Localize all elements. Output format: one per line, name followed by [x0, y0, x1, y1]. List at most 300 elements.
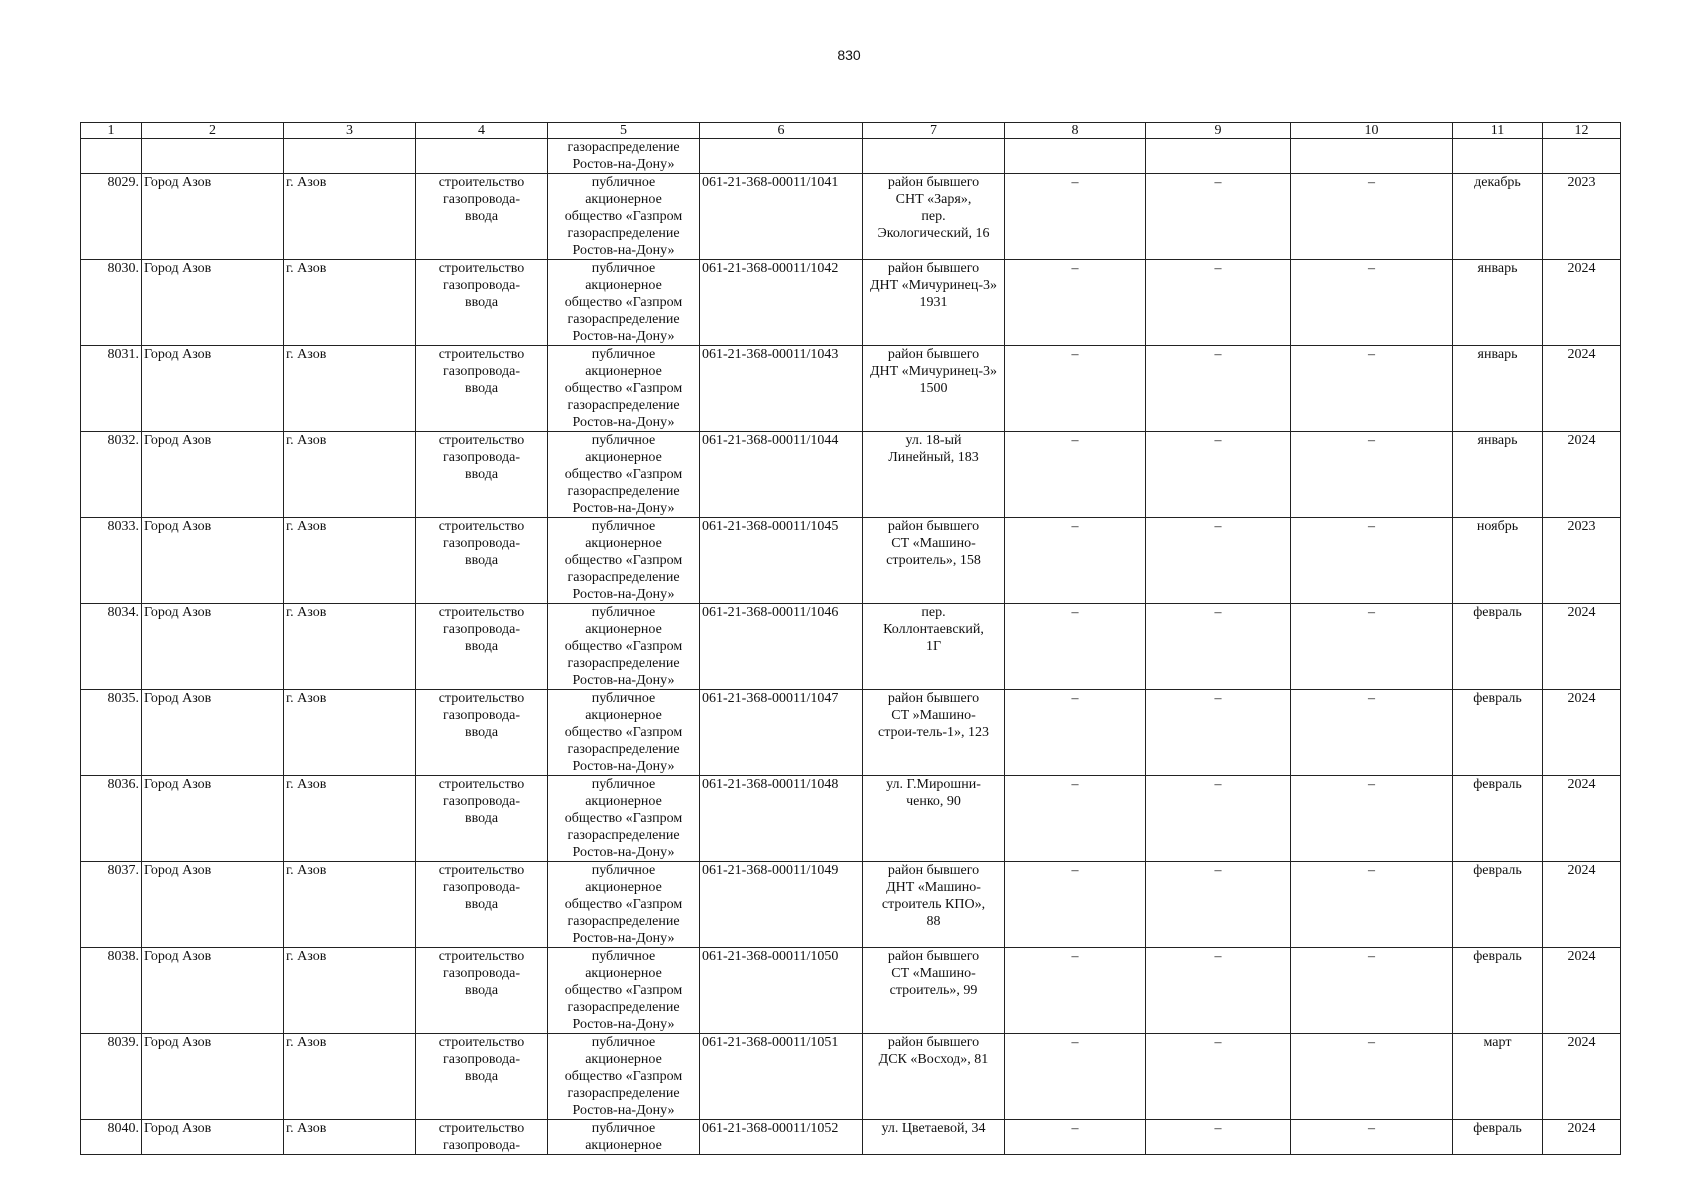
object-code-cell: 061-21-368-00011/1050 — [700, 948, 863, 1034]
cell-line: публичное — [591, 1121, 656, 1136]
cell-line: газораспределение — [567, 742, 680, 757]
settlement-cell: г. Азов — [284, 948, 416, 1034]
cell-line: строительство — [438, 519, 525, 534]
cell-line: район бывшего — [887, 519, 980, 534]
cell-line: СНТ «Заря», — [895, 192, 972, 207]
empty-cell — [700, 139, 863, 174]
empty-cell — [1146, 139, 1291, 174]
municipality-cell: Город Азов — [142, 346, 284, 432]
table-row — [81, 862, 1621, 948]
continuation-row — [81, 139, 1621, 174]
cell-line: Ростов-на-Дону» — [572, 329, 675, 344]
organization-cell — [548, 174, 700, 260]
cell-line: публичное — [591, 175, 656, 190]
work-type-cell — [416, 346, 548, 432]
object-code-cell: 061-21-368-00011/1044 — [700, 432, 863, 518]
address-cell — [863, 174, 1005, 260]
cell-line: 1Г — [925, 639, 942, 654]
month-cell: январь — [1453, 346, 1543, 432]
cell-line: публичное — [591, 691, 656, 706]
cell-line: публичное — [591, 863, 656, 878]
column-10-cell: – — [1291, 1034, 1453, 1120]
cell-line: газопровода- — [442, 966, 520, 981]
cell-line: ввода — [464, 209, 499, 224]
cell-line: газопровода- — [442, 1052, 520, 1067]
cell-line: строительство — [438, 261, 525, 276]
year-cell: 2024 — [1543, 1120, 1621, 1155]
cell-line: СТ «Машино- — [891, 536, 976, 551]
cell-line: Ростов-на-Дону» — [572, 157, 675, 172]
row-number: 8031. — [81, 346, 142, 432]
column-10-cell: – — [1291, 1120, 1453, 1155]
month-cell: январь — [1453, 432, 1543, 518]
cell-line: ввода — [464, 467, 499, 482]
cell-line: строи-тель-1», 123 — [877, 725, 990, 740]
cell-line: ДНТ «Машино- — [886, 880, 981, 895]
cell-line: газораспределение — [567, 1000, 680, 1015]
settlement-cell: г. Азов — [284, 346, 416, 432]
column-header: 1 — [81, 123, 142, 139]
cell-line: газораспределение — [567, 914, 680, 929]
cell-line: строительство — [438, 347, 525, 362]
cell-line: газопровода- — [442, 1138, 520, 1153]
municipality-cell: Город Азов — [142, 776, 284, 862]
row-number: 8035. — [81, 690, 142, 776]
column-header: 4 — [416, 123, 548, 139]
object-register-table — [80, 122, 1621, 1155]
column-8-cell: – — [1005, 690, 1146, 776]
cell-line: ДНТ «Мичуринец-3» — [869, 278, 998, 293]
object-code-cell: 061-21-368-00011/1045 — [700, 518, 863, 604]
cell-line: общество «Газпром — [564, 811, 683, 826]
work-type-cell — [416, 690, 548, 776]
cell-line: акционерное — [585, 794, 662, 809]
cell-line: газопровода- — [442, 364, 520, 379]
cell-line: акционерное — [585, 1138, 662, 1153]
row-number: 8030. — [81, 260, 142, 346]
column-10-cell: – — [1291, 776, 1453, 862]
column-9-cell: – — [1146, 260, 1291, 346]
cell-line: публичное — [591, 1035, 656, 1050]
cell-line: газопровода- — [442, 536, 520, 551]
cell-line: общество «Газпром — [564, 553, 683, 568]
column-10-cell: – — [1291, 346, 1453, 432]
cell-line: СТ «Машино- — [891, 966, 976, 981]
cell-line: публичное — [591, 433, 656, 448]
column-8-cell: – — [1005, 776, 1146, 862]
cell-line: 1931 — [919, 295, 948, 310]
month-cell: февраль — [1453, 776, 1543, 862]
address-cell — [863, 518, 1005, 604]
cell-line: публичное — [591, 949, 656, 964]
column-number-row — [81, 123, 1621, 139]
address-cell — [863, 776, 1005, 862]
cell-line: строительство — [438, 1121, 525, 1136]
column-8-cell: – — [1005, 1120, 1146, 1155]
cell-line: публичное — [591, 605, 656, 620]
object-code-cell: 061-21-368-00011/1041 — [700, 174, 863, 260]
settlement-cell: г. Азов — [284, 776, 416, 862]
cell-line: район бывшего — [887, 175, 980, 190]
organization-cell — [548, 432, 700, 518]
work-type-cell — [416, 776, 548, 862]
column-header: 12 — [1543, 123, 1621, 139]
municipality-cell: Город Азов — [142, 174, 284, 260]
cell-line: газопровода- — [442, 450, 520, 465]
year-cell: 2024 — [1543, 432, 1621, 518]
cell-line: газораспределение — [567, 140, 680, 155]
row-number: 8038. — [81, 948, 142, 1034]
row-number: 8034. — [81, 604, 142, 690]
cell-line: газопровода- — [442, 708, 520, 723]
column-header: 3 — [284, 123, 416, 139]
object-code-cell: 061-21-368-00011/1052 — [700, 1120, 863, 1155]
organization-cell — [548, 1034, 700, 1120]
cell-line: строительство — [438, 433, 525, 448]
cell-line: газопровода- — [442, 192, 520, 207]
municipality-cell: Город Азов — [142, 518, 284, 604]
month-cell: ноябрь — [1453, 518, 1543, 604]
object-code-cell: 061-21-368-00011/1043 — [700, 346, 863, 432]
column-10-cell: – — [1291, 862, 1453, 948]
column-8-cell: – — [1005, 174, 1146, 260]
year-cell: 2023 — [1543, 518, 1621, 604]
year-cell: 2024 — [1543, 1034, 1621, 1120]
column-header: 2 — [142, 123, 284, 139]
cell-line: газораспределение — [567, 828, 680, 843]
cell-line: район бывшего — [887, 261, 980, 276]
work-type-cell — [416, 1120, 548, 1155]
cell-line: ул. Г.Мирошни- — [886, 777, 981, 792]
organization-cell — [548, 604, 700, 690]
object-code-cell: 061-21-368-00011/1049 — [700, 862, 863, 948]
address-cell — [863, 260, 1005, 346]
year-cell: 2024 — [1543, 260, 1621, 346]
empty-cell — [1005, 139, 1146, 174]
empty-cell — [1453, 139, 1543, 174]
column-10-cell: – — [1291, 174, 1453, 260]
cell-line: газораспределение — [567, 656, 680, 671]
cell-line: ввода — [464, 725, 499, 740]
table-row — [81, 1034, 1621, 1120]
object-code-cell: 061-21-368-00011/1042 — [700, 260, 863, 346]
column-header: 8 — [1005, 123, 1146, 139]
cell-line: Линейный, 183 — [888, 450, 979, 465]
settlement-cell: г. Азов — [284, 1034, 416, 1120]
cell-line: ДНТ «Мичуринец-3» — [869, 364, 998, 379]
cell-line: ввода — [464, 1069, 499, 1084]
column-10-cell: – — [1291, 260, 1453, 346]
table-row — [81, 1120, 1621, 1155]
cell-line: ввода — [464, 983, 499, 998]
table-row — [81, 690, 1621, 776]
month-cell: январь — [1453, 260, 1543, 346]
cell-line: район бывшего — [887, 691, 980, 706]
cell-line: общество «Газпром — [564, 381, 683, 396]
cell-line: строительство — [438, 605, 525, 620]
cell-line: газопровода- — [442, 794, 520, 809]
settlement-cell: г. Азов — [284, 260, 416, 346]
cell-line: акционерное — [585, 880, 662, 895]
year-cell: 2024 — [1543, 346, 1621, 432]
cell-line: строительство — [438, 777, 525, 792]
cell-line: общество «Газпром — [564, 295, 683, 310]
cell-line: акционерное — [585, 966, 662, 981]
cell-line: газораспределение — [567, 226, 680, 241]
cell-line: Экологический, 16 — [877, 226, 990, 241]
table-row — [81, 260, 1621, 346]
cell-line: ввода — [464, 381, 499, 396]
row-number: 8036. — [81, 776, 142, 862]
municipality-cell: Город Азов — [142, 260, 284, 346]
cell-line: газораспределение — [567, 484, 680, 499]
cell-line: газораспределение — [567, 1086, 680, 1101]
object-code-cell: 061-21-368-00011/1051 — [700, 1034, 863, 1120]
column-10-cell: – — [1291, 432, 1453, 518]
cell-line: газопровода- — [442, 278, 520, 293]
column-9-cell: – — [1146, 948, 1291, 1034]
table-row — [81, 432, 1621, 518]
column-header: 9 — [1146, 123, 1291, 139]
row-number: 8033. — [81, 518, 142, 604]
month-cell: март — [1453, 1034, 1543, 1120]
table-row — [81, 604, 1621, 690]
object-code-cell: 061-21-368-00011/1048 — [700, 776, 863, 862]
municipality-cell: Город Азов — [142, 432, 284, 518]
work-type-cell — [416, 862, 548, 948]
cell-line: строительство — [438, 949, 525, 964]
cell-line: публичное — [591, 777, 656, 792]
cell-line: Ростов-на-Дону» — [572, 415, 675, 430]
work-type-cell — [416, 518, 548, 604]
cell-line: ввода — [464, 295, 499, 310]
settlement-cell: г. Азов — [284, 690, 416, 776]
month-cell: февраль — [1453, 1120, 1543, 1155]
cell-line: пер. — [921, 209, 946, 224]
row-number: 8032. — [81, 432, 142, 518]
table-row — [81, 346, 1621, 432]
cell-line: газораспределение — [567, 398, 680, 413]
settlement-cell: г. Азов — [284, 518, 416, 604]
row-number: 8037. — [81, 862, 142, 948]
column-header: 6 — [700, 123, 863, 139]
table-row — [81, 776, 1621, 862]
column-10-cell: – — [1291, 690, 1453, 776]
municipality-cell: Город Азов — [142, 1034, 284, 1120]
column-8-cell: – — [1005, 346, 1146, 432]
address-cell — [863, 346, 1005, 432]
cell-line: строитель КПО», — [881, 897, 986, 912]
municipality-cell: Город Азов — [142, 604, 284, 690]
organization-continuation-cell — [548, 139, 700, 174]
organization-cell — [548, 776, 700, 862]
cell-line: акционерное — [585, 708, 662, 723]
cell-line: Ростов-на-Дону» — [572, 501, 675, 516]
organization-cell — [548, 260, 700, 346]
column-header: 5 — [548, 123, 700, 139]
empty-cell — [863, 139, 1005, 174]
empty-cell — [81, 139, 142, 174]
organization-cell — [548, 690, 700, 776]
cell-line: ввода — [464, 639, 499, 654]
object-code-cell: 061-21-368-00011/1046 — [700, 604, 863, 690]
cell-line: район бывшего — [887, 949, 980, 964]
cell-line: строительство — [438, 175, 525, 190]
empty-cell — [416, 139, 548, 174]
work-type-cell — [416, 1034, 548, 1120]
cell-line: общество «Газпром — [564, 897, 683, 912]
cell-line: ввода — [464, 897, 499, 912]
cell-line: Ростов-на-Дону» — [572, 759, 675, 774]
table-row — [81, 174, 1621, 260]
cell-line: общество «Газпром — [564, 467, 683, 482]
cell-line: Ростов-на-Дону» — [572, 845, 675, 860]
column-10-cell: – — [1291, 948, 1453, 1034]
cell-line: публичное — [591, 261, 656, 276]
column-8-cell: – — [1005, 1034, 1146, 1120]
cell-line: газопровода- — [442, 880, 520, 895]
cell-line: акционерное — [585, 364, 662, 379]
cell-line: газораспределение — [567, 312, 680, 327]
cell-line: район бывшего — [887, 1035, 980, 1050]
cell-line: ул. 18-ый — [905, 433, 962, 448]
organization-cell — [548, 346, 700, 432]
column-header: 7 — [863, 123, 1005, 139]
settlement-cell: г. Азов — [284, 174, 416, 260]
month-cell: февраль — [1453, 948, 1543, 1034]
settlement-cell: г. Азов — [284, 432, 416, 518]
cell-line: акционерное — [585, 278, 662, 293]
cell-line: акционерное — [585, 192, 662, 207]
row-number: 8040. — [81, 1120, 142, 1155]
organization-cell — [548, 518, 700, 604]
cell-line: акционерное — [585, 622, 662, 637]
work-type-cell — [416, 174, 548, 260]
address-cell — [863, 1120, 1005, 1155]
cell-line: район бывшего — [887, 347, 980, 362]
year-cell: 2024 — [1543, 862, 1621, 948]
column-9-cell: – — [1146, 1120, 1291, 1155]
cell-line: СТ »Машино- — [891, 708, 976, 723]
cell-line: строитель», 99 — [889, 983, 978, 998]
cell-line: Ростов-на-Дону» — [572, 1017, 675, 1032]
cell-line: Ростов-на-Дону» — [572, 931, 675, 946]
empty-cell — [142, 139, 284, 174]
organization-cell — [548, 862, 700, 948]
cell-line: ченко, 90 — [906, 794, 961, 809]
cell-line: газораспределение — [567, 570, 680, 585]
cell-line: строительство — [438, 1035, 525, 1050]
work-type-cell — [416, 604, 548, 690]
cell-line: газопровода- — [442, 622, 520, 637]
column-9-cell: – — [1146, 1034, 1291, 1120]
column-header: 10 — [1291, 123, 1453, 139]
cell-line: общество «Газпром — [564, 725, 683, 740]
empty-cell — [1291, 139, 1453, 174]
municipality-cell: Город Азов — [142, 690, 284, 776]
municipality-cell: Город Азов — [142, 1120, 284, 1155]
month-cell: февраль — [1453, 862, 1543, 948]
cell-line: Ростов-на-Дону» — [572, 1103, 675, 1118]
cell-line: общество «Газпром — [564, 209, 683, 224]
cell-line: район бывшего — [887, 863, 980, 878]
column-9-cell: – — [1146, 604, 1291, 690]
month-cell: февраль — [1453, 690, 1543, 776]
settlement-cell: г. Азов — [284, 604, 416, 690]
cell-line: публичное — [591, 519, 656, 534]
cell-line: Ростов-на-Дону» — [572, 673, 675, 688]
cell-line: 88 — [926, 914, 941, 929]
cell-line: акционерное — [585, 536, 662, 551]
year-cell: 2023 — [1543, 174, 1621, 260]
column-8-cell: – — [1005, 518, 1146, 604]
table-row — [81, 948, 1621, 1034]
cell-line: строительство — [438, 691, 525, 706]
cell-line: Ростов-на-Дону» — [572, 587, 675, 602]
column-8-cell: – — [1005, 948, 1146, 1034]
year-cell: 2024 — [1543, 948, 1621, 1034]
settlement-cell: г. Азов — [284, 862, 416, 948]
table-row — [81, 518, 1621, 604]
work-type-cell — [416, 948, 548, 1034]
column-10-cell: – — [1291, 518, 1453, 604]
settlement-cell: г. Азов — [284, 1120, 416, 1155]
column-8-cell: – — [1005, 604, 1146, 690]
table-body — [81, 123, 1621, 1155]
cell-line: акционерное — [585, 1052, 662, 1067]
cell-line: Коллонтаевский, — [883, 622, 984, 637]
column-9-cell: – — [1146, 174, 1291, 260]
cell-line: ул. Цветаевой, 34 — [881, 1121, 986, 1136]
organization-cell — [548, 1120, 700, 1155]
cell-line: Ростов-на-Дону» — [572, 243, 675, 258]
column-8-cell: – — [1005, 862, 1146, 948]
object-code-cell: 061-21-368-00011/1047 — [700, 690, 863, 776]
organization-cell — [548, 948, 700, 1034]
address-cell — [863, 604, 1005, 690]
column-9-cell: – — [1146, 346, 1291, 432]
page-number: 830 — [837, 47, 861, 63]
column-8-cell: – — [1005, 432, 1146, 518]
year-cell: 2024 — [1543, 776, 1621, 862]
work-type-cell — [416, 260, 548, 346]
column-header: 11 — [1453, 123, 1543, 139]
year-cell: 2024 — [1543, 604, 1621, 690]
cell-line: строительство — [438, 863, 525, 878]
address-cell — [863, 948, 1005, 1034]
column-9-cell: – — [1146, 518, 1291, 604]
address-cell — [863, 432, 1005, 518]
column-9-cell: – — [1146, 432, 1291, 518]
cell-line: пер. — [921, 605, 946, 620]
cell-line: общество «Газпром — [564, 1069, 683, 1084]
column-10-cell: – — [1291, 604, 1453, 690]
cell-line: акционерное — [585, 450, 662, 465]
month-cell: февраль — [1453, 604, 1543, 690]
cell-line: ввода — [464, 811, 499, 826]
month-cell: декабрь — [1453, 174, 1543, 260]
municipality-cell: Город Азов — [142, 948, 284, 1034]
cell-line: общество «Газпром — [564, 983, 683, 998]
cell-line: ДСК «Восход», 81 — [878, 1052, 989, 1067]
column-9-cell: – — [1146, 690, 1291, 776]
address-cell — [863, 1034, 1005, 1120]
cell-line: 1500 — [919, 381, 948, 396]
column-8-cell: – — [1005, 260, 1146, 346]
work-type-cell — [416, 432, 548, 518]
cell-line: ввода — [464, 553, 499, 568]
year-cell: 2024 — [1543, 690, 1621, 776]
